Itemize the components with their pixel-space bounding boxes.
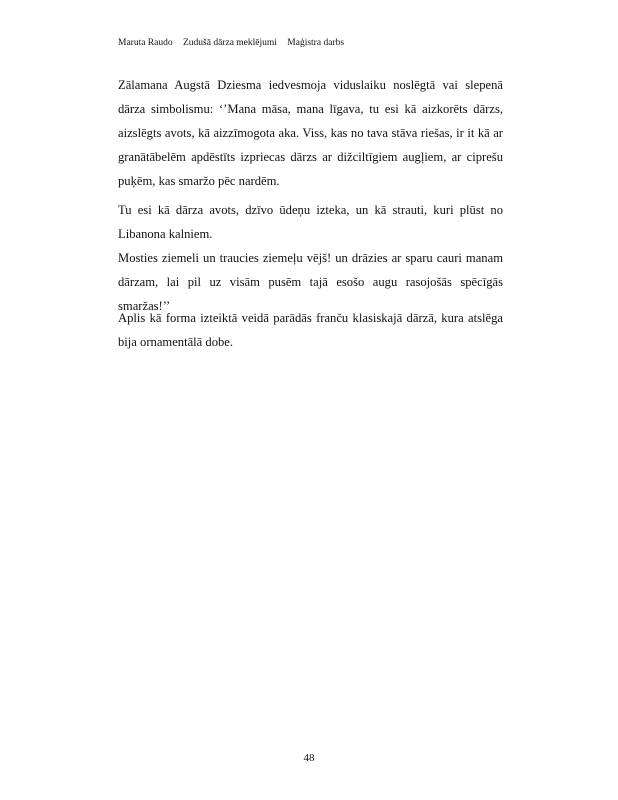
header-author: Maruta Raudo — [118, 38, 173, 48]
paragraph-1: Zālamana Augstā Dziesma iedvesmoja viduslaiku noslēgtā vai slepenā dārza simbolismu: ‘’Mana māsa, mana līgava, tu esi kā aizkorēts dārzs, aizslēgts avots, kā aizzīmogota aka. Viss, kas no tava stāva riešas, ir it kā ar granātābelēm apdēstīts izpriecas dārzs ar dižciltīgiem augļiem, ar ciprešu puķēm, kas smaržo pēc nardēm. — [118, 78, 503, 188]
paragraph-2: Tu esi kā dārza avots, dzīvo ūdeņu izteka, un kā strauti, kuri plūst no Libanona kalniem. — [118, 203, 503, 241]
header-title: Zudušā dārza meklējumi — [183, 38, 277, 48]
paragraph-2-block — [118, 198, 503, 318]
header-work-type: Maģistra darbs — [287, 38, 345, 48]
paragraph-4-block — [118, 306, 503, 354]
paragraph-3: Mosties ziemeli un traucies ziemeļu vējš! un drāzies ar sparu cauri manam dārzam, lai pil uz visām pusēm tajā esošo augu rasojošās spēcīgās smaržas!’’ — [118, 251, 503, 313]
page-number: 48 — [303, 752, 315, 764]
paragraph-4: Aplis kā forma izteiktā veidā parādās franču klasiskajā dārzā, kura atslēga bija ornamentālā dobe. — [118, 311, 503, 349]
running-header — [118, 38, 344, 48]
paragraph-1-block — [118, 73, 503, 193]
